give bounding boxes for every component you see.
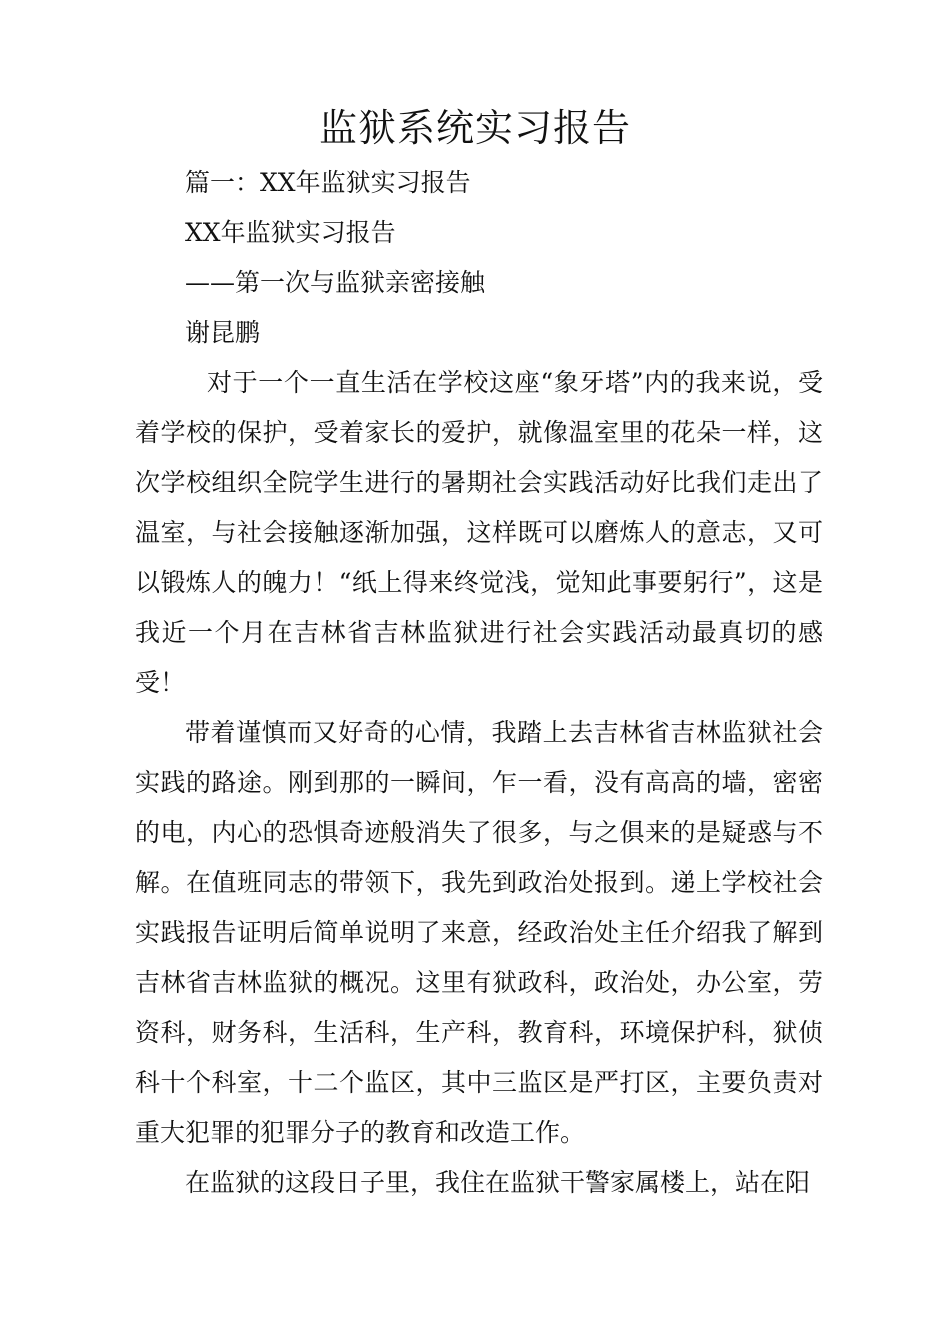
- paragraph-3: 在监狱的这段日子里，我住在监狱干警家属楼上，站在阳: [185, 1168, 811, 1197]
- author-name: 谢昆鹏: [185, 318, 261, 347]
- section-heading: 篇一：XX年监狱实习报告: [185, 168, 471, 197]
- report-subtitle: ——第一次与监狱亲密接触: [185, 268, 486, 297]
- paragraph-1: 对于一个一直生活在学校这座“象牙塔”内的我来说，受着学校的保护，受着家长的爱护，就像温室里的花朵一样，这次学校组织全院学生进行的暑期社会实践活动好比我们走出了温室，与社会接触逐渐加强，这样既可以磨炼人的意志，又可以锻炼人的魄力！“纸上得来终觉浅，觉知此事要躬行”，这是我近一个月在吉林省吉林监狱进行社会实践活动最真切的感受！: [135, 368, 823, 697]
- document-title: 监狱系统实习报告: [318, 106, 631, 150]
- document-body: [135, 158, 823, 1208]
- paragraph-2: 带着谨慎而又好奇的心情，我踏上去吉林省吉林监狱社会实践的路途。刚到那的一瞬间，乍一看，没有高高的墙，密密的电，内心的恐惧奇迹般消失了很多，与之俱来的是疑惑与不解。在值班同志的带领下，我先到政治处报到。递上学校社会实践报告证明后简单说明了来意，经政治处主任介绍我了解到吉林省吉林监狱的概况。这里有狱政科，政治处，办公室，劳资科，财务科，生活科，生产科，教育科，环境保护科，狱侦科十个科室，十二个监区，其中三监区是严打区，主要负责对重大犯罪的犯罪分子的教育和改造工作。: [135, 718, 823, 1147]
- report-title: XX年监狱实习报告: [185, 218, 396, 247]
